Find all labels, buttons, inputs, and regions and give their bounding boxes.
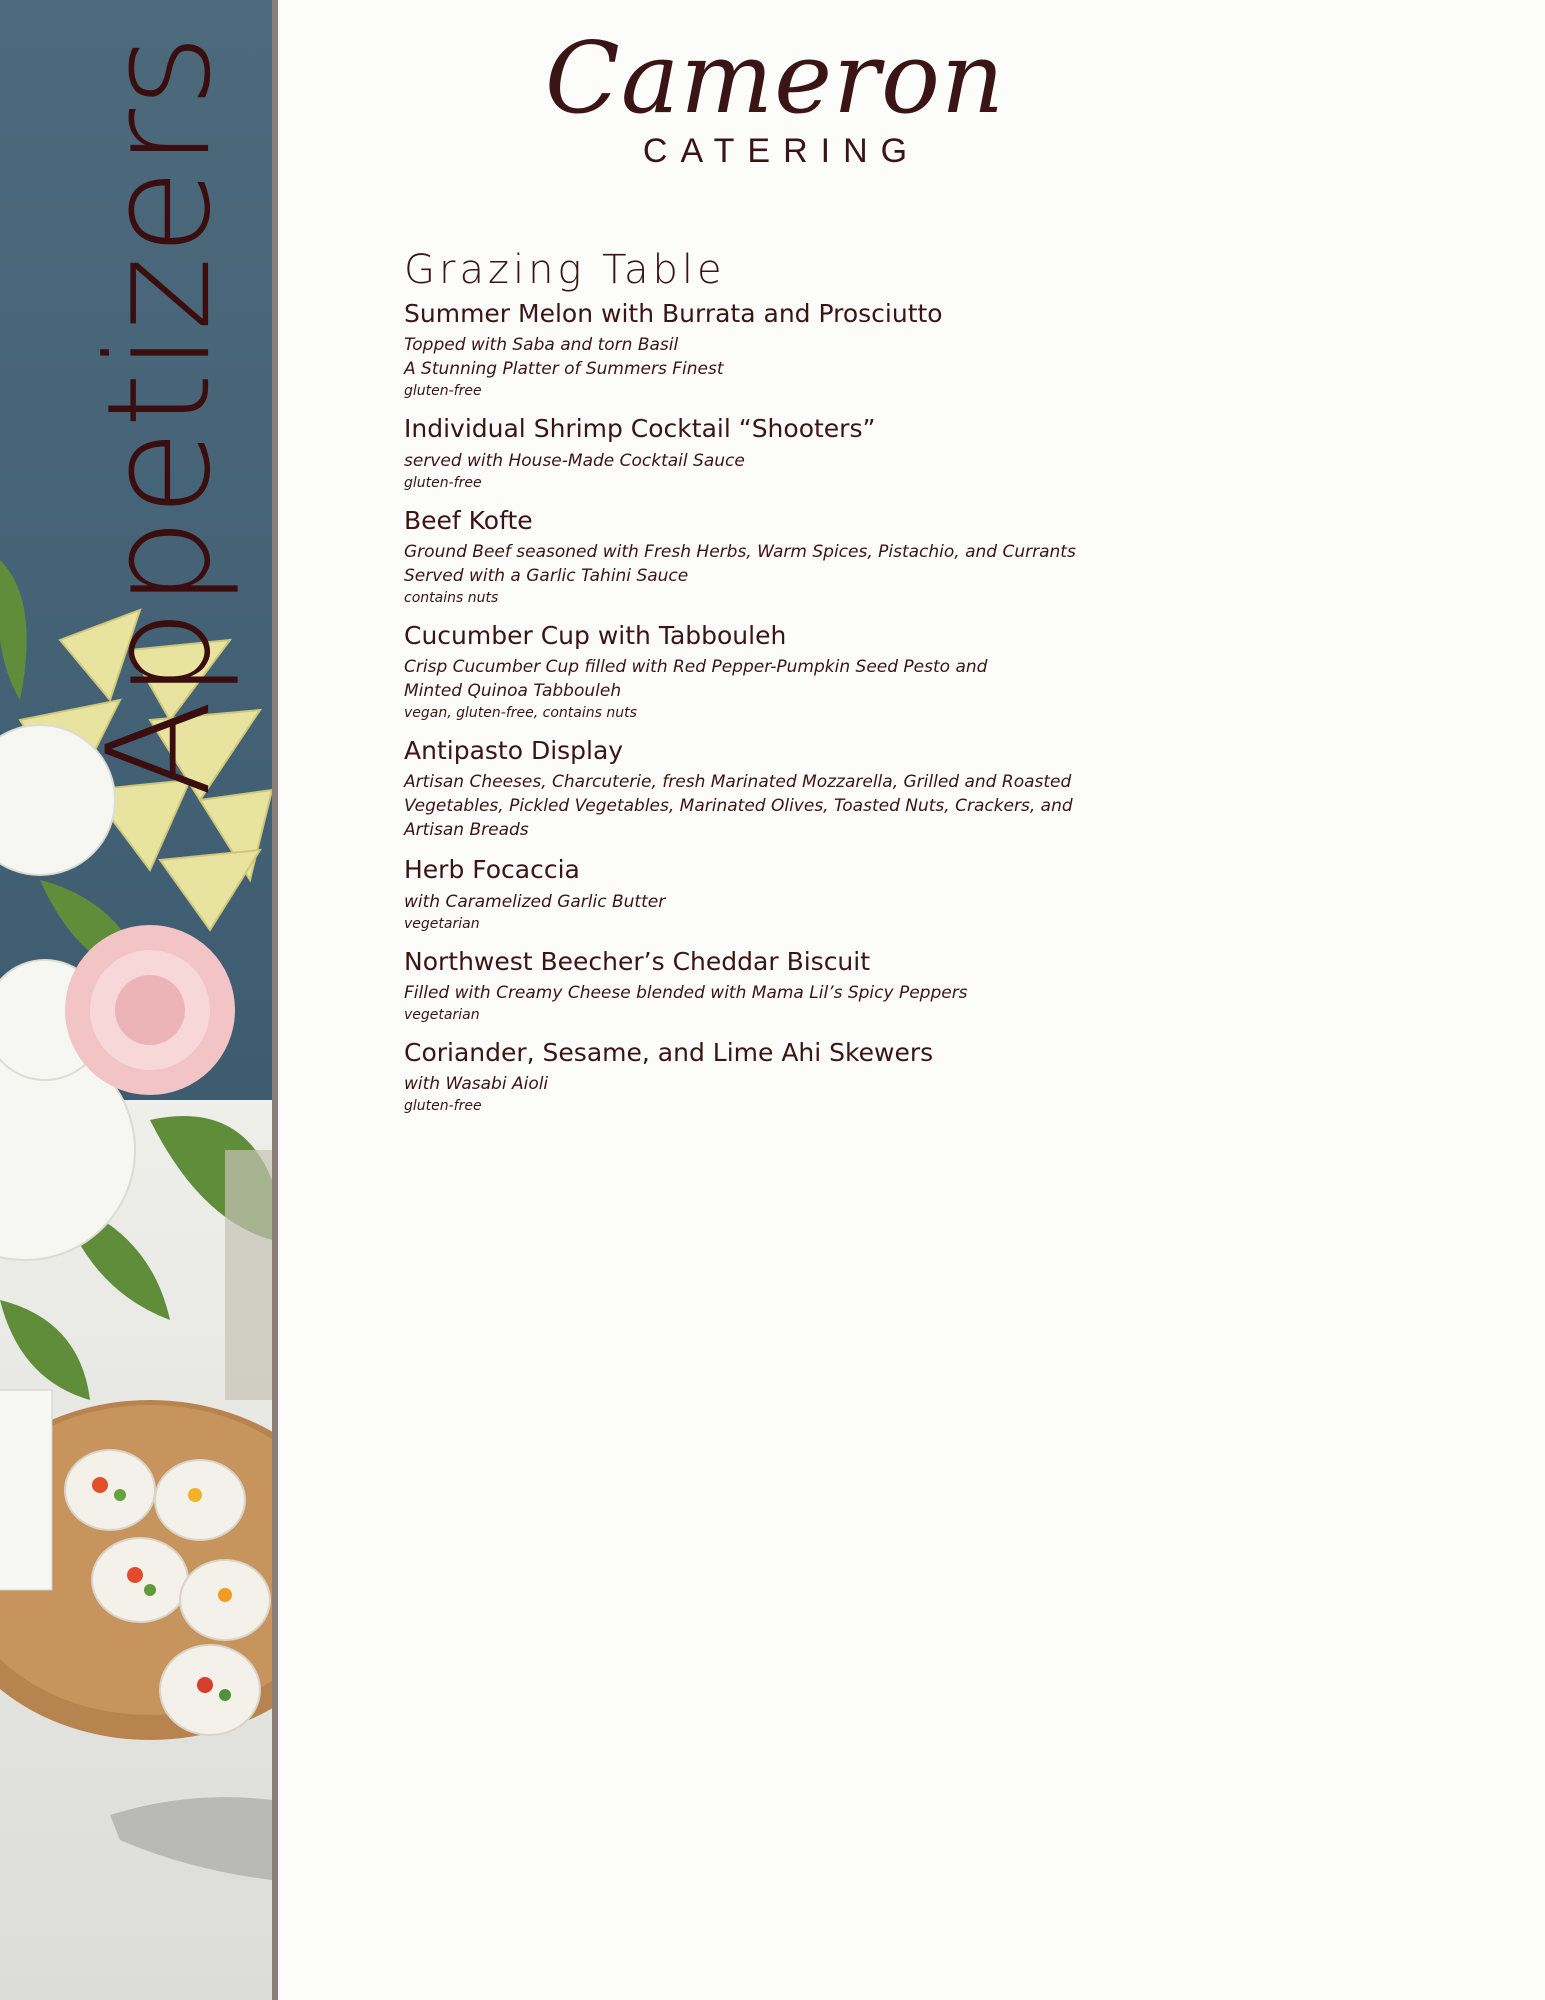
menu-item-name: Northwest Beecher’s Cheddar Biscuit (404, 946, 871, 976)
menu-item (404, 620, 1164, 723)
menu-item-description (404, 770, 1164, 842)
menu-item-dietary-tag: gluten-free (404, 1098, 482, 1114)
menu-item-name: Cucumber Cup with Tabbouleh (404, 620, 787, 650)
menu-item-desc-line: A Stunning Platter of Summers Finest (404, 359, 724, 380)
menu-item-dietary-tag: vegetarian (404, 1006, 480, 1023)
menu-section (404, 248, 1164, 1128)
menu-item-dietary-tag: vegetarian (404, 915, 480, 932)
sidebar-photo (0, 0, 278, 2000)
section-title: Grazing Table (404, 247, 726, 293)
menu-item (404, 505, 1164, 608)
menu-item-desc-line: Vegetables, Pickled Vegetables, Marinated Olives, Toasted Nuts, Crackers, and (404, 796, 1073, 817)
menu-item-dietary-tag: gluten-free (404, 474, 482, 491)
section-vertical-title (77, 32, 243, 798)
menu-item-name: Coriander, Sesame, and Lime Ahi Skewers (404, 1037, 934, 1067)
menu-item-desc-line: Served with a Garlic Tahini Sauce (404, 565, 689, 586)
menu-item-description (404, 1072, 1164, 1096)
menu-item-description (404, 540, 1164, 588)
menu-item-dietary-tag: contains nuts (404, 589, 499, 606)
menu-item-description (404, 890, 1164, 914)
menu-item-desc-line: served with House-Made Cocktail Sauce (404, 450, 745, 471)
menu-item-name: Individual Shrimp Cocktail “Shooters” (404, 414, 876, 444)
logo-wordmark: Cameron (544, 22, 1006, 136)
menu-item-dietary-tag: gluten-free (404, 383, 482, 400)
menu-item-name: Herb Focaccia (404, 855, 580, 885)
menu-item (404, 413, 1164, 492)
menu-item (404, 854, 1164, 933)
menu-item-desc-line: Artisan Breads (404, 820, 529, 841)
vertical-title-text: Appetizers (77, 32, 243, 798)
menu-item-name: Beef Kofte (404, 505, 533, 535)
menu-item (404, 735, 1164, 842)
menu-item-description (404, 655, 1164, 703)
menu-item-desc-line: Filled with Creamy Cheese blended with Mama Lil’s Spicy Peppers (404, 982, 968, 1003)
menu-item-dietary-tag: vegan, gluten-free, contains nuts (404, 705, 637, 721)
menu-item-desc-line: Topped with Saba and torn Basil (404, 335, 679, 356)
menu-item-desc-line: with Wasabi Aioli (404, 1074, 549, 1094)
menu-item-name: Summer Melon with Burrata and Prosciutto (404, 299, 943, 328)
menu-item-desc-line: Ground Beef seasoned with Fresh Herbs, Warm Spices, Pistachio, and Currants (404, 541, 1076, 562)
menu-item-desc-line: Minted Quinoa Tabbouleh (404, 681, 622, 701)
menu-item-name: Antipasto Display (404, 736, 624, 765)
menu-item-description (404, 981, 1164, 1005)
menu-item-description (404, 449, 1164, 473)
menu-item-desc-line: Artisan Cheeses, Charcuterie, fresh Marinated Mozzarella, Grilled and Roasted (404, 772, 1072, 793)
menu-item (404, 1037, 1164, 1116)
menu-item-desc-line: Crisp Cucumber Cup filled with Red Pepper-Pumpkin Seed Pesto and (404, 657, 988, 677)
menu-item (404, 946, 1164, 1025)
menu-item-description (404, 333, 1164, 381)
brand-logo (540, 22, 1010, 180)
menu-item-desc-line: with Caramelized Garlic Butter (404, 891, 666, 912)
logo-subtitle: CATERING (642, 132, 921, 170)
menu-item (404, 298, 1164, 401)
